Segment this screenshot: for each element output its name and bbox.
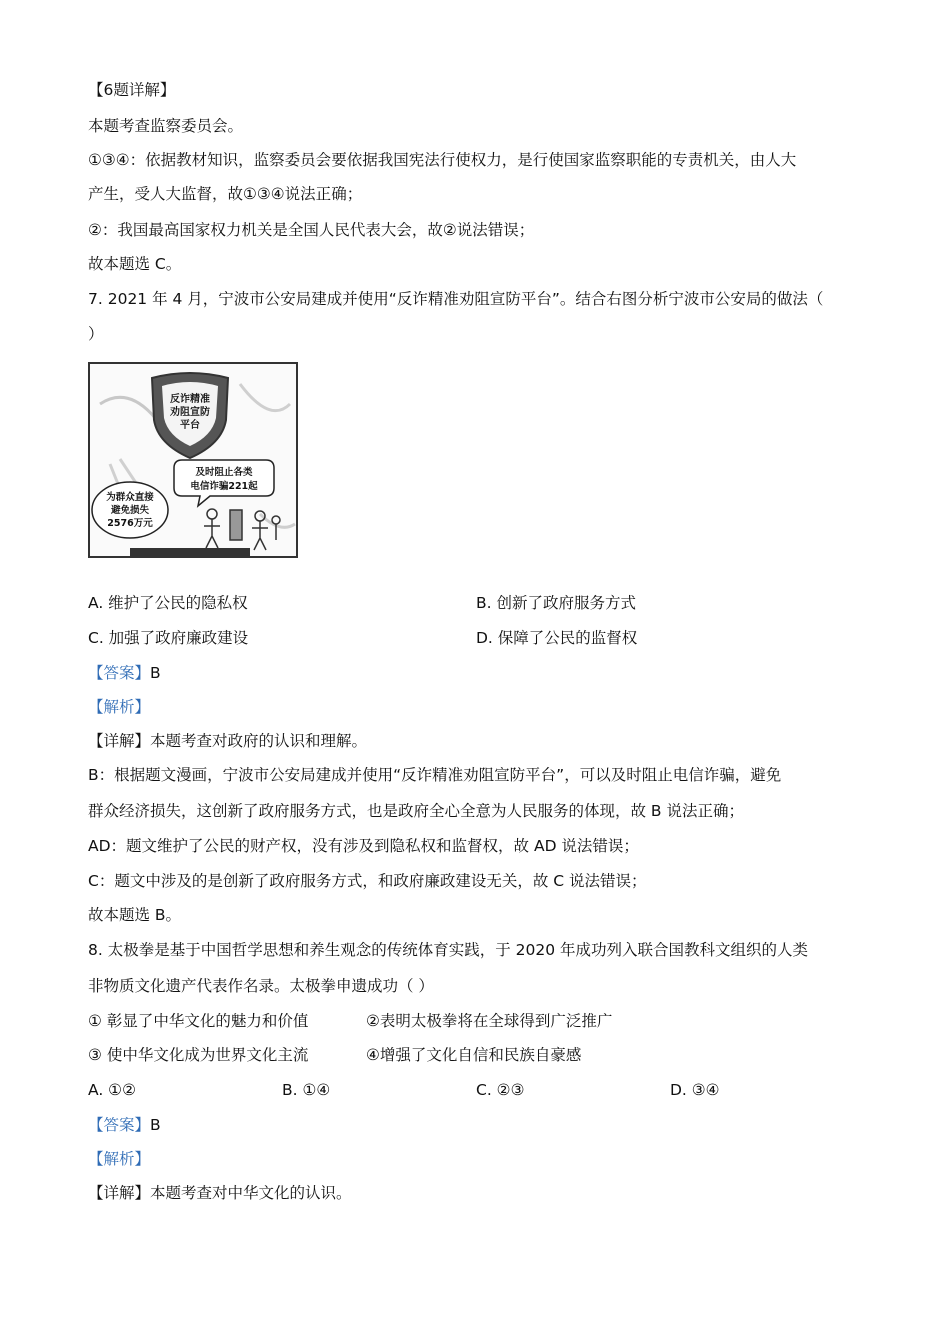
q6-conclusion: 故本题选 C。 bbox=[88, 255, 182, 273]
q8-stem-line-2: 非物质文化遗产代表作名录。太极拳申遗成功（ ） bbox=[88, 977, 434, 995]
bubble-right-line-1: 及时阻止各类 bbox=[195, 467, 253, 478]
q8-option-d: D. ③④ bbox=[670, 1081, 720, 1099]
anti-fraud-cartoon bbox=[88, 362, 298, 558]
q8-answer-value: B bbox=[150, 1116, 161, 1134]
q6-analysis-1a: ①③④：依据教材知识，监察委员会要依据我国宪法行使权力，是行使国家监察职能的专责机关，由人大 bbox=[88, 151, 797, 169]
q8-detail-label: 【详解】 bbox=[88, 1184, 151, 1202]
q8-item-3: ③ 使中华文化成为世界文化主流 bbox=[88, 1046, 309, 1064]
q8-item-1: ① 彰显了中华文化的魅力和价值 bbox=[88, 1012, 309, 1030]
q6-analysis-1b: 产生，受人大监督，故①③④说法正确； bbox=[88, 185, 363, 203]
shield-text-3: 平台 bbox=[180, 420, 200, 431]
q7-detail-topic: 本题考查对政府的认识和理解。 bbox=[150, 732, 368, 750]
q7-option-a: A. 维护了公民的隐私权 bbox=[88, 594, 248, 612]
q7-analysis-label: 【解析】 bbox=[88, 698, 151, 716]
q7-answer-label: 【答案】 bbox=[88, 664, 151, 682]
q8-detail-row bbox=[88, 1183, 352, 1203]
q8-option-b: B. ①④ bbox=[282, 1081, 331, 1099]
q7-c-line: C：题文中涉及的是创新了政府服务方式，和政府廉政建设无关，故 C 说法错误； bbox=[88, 872, 647, 890]
q7-option-b: B. 创新了政府服务方式 bbox=[476, 594, 636, 612]
q7-b-line-1: B：根据题文漫画，宁波市公安局建成并使用“反诈精准劝阻宣防平台”，可以及时阻止电信诈骗，避免 bbox=[88, 766, 782, 784]
bubble-left-line-1: 为群众直接 bbox=[106, 492, 154, 503]
q8-item-2: ②表明太极拳将在全球得到广泛推广 bbox=[366, 1012, 613, 1030]
figures-icon bbox=[204, 509, 280, 550]
q7-ad-line: AD：题文维护了公民的财产权，没有涉及到隐私权和监督权，故 AD 说法错误； bbox=[88, 837, 639, 855]
q8-answer-row bbox=[88, 1115, 161, 1135]
q7-answer-value: B bbox=[150, 664, 161, 682]
q7-answer-row bbox=[88, 663, 161, 683]
bubble-right-line-2: 电信诈骗221起 bbox=[190, 481, 258, 492]
q8-answer-label: 【答案】 bbox=[88, 1116, 151, 1134]
q7-stem-line-2: ） bbox=[88, 325, 104, 343]
q8-item-4: ④增强了文化自信和民族自豪感 bbox=[366, 1046, 582, 1064]
q7-b-line-2: 群众经济损失，这创新了政府服务方式，也是政府全心全意为人民服务的体现，故 B 说法正确； bbox=[88, 802, 744, 820]
q7-detail-label: 【详解】 bbox=[88, 732, 151, 750]
q6-analysis-2: ②：我国最高国家权力机关是全国人民代表大会，故②说法错误； bbox=[88, 221, 535, 239]
q8-detail-topic: 本题考查对中华文化的认识。 bbox=[150, 1184, 352, 1202]
shield-text-1: 反诈精准 bbox=[170, 394, 210, 405]
bubble-left-line-2: 避免损失 bbox=[110, 505, 150, 516]
q8-stem-line-1: 8. 太极拳是基于中国哲学思想和养生观念的传统体育实践，于 2020 年成功列入联合国教科文组织的人类 bbox=[88, 941, 809, 959]
q7-conclusion: 故本题选 B。 bbox=[88, 906, 182, 924]
q7-option-d: D. 保障了公民的监督权 bbox=[476, 629, 638, 647]
q7-stem-line-1: 7. 2021 年 4 月，宁波市公安局建成并使用“反诈精准劝阻宣防平台”。结合右图分析宁波市公安局的做法（ bbox=[88, 290, 824, 308]
q7-detail-row bbox=[88, 731, 367, 751]
bubble-left-line-3: 2576万元 bbox=[107, 518, 153, 529]
q6-topic: 本题考查监察委员会。 bbox=[88, 117, 244, 135]
shield-text-2: 劝阻宣防 bbox=[170, 407, 210, 418]
q8-option-a: A. ①② bbox=[88, 1081, 136, 1099]
q8-analysis-label: 【解析】 bbox=[88, 1150, 151, 1168]
q8-option-c: C. ②③ bbox=[476, 1081, 525, 1099]
q7-option-c: C. 加强了政府廉政建设 bbox=[88, 629, 249, 647]
q6-header: 【6题详解】 bbox=[88, 81, 176, 99]
